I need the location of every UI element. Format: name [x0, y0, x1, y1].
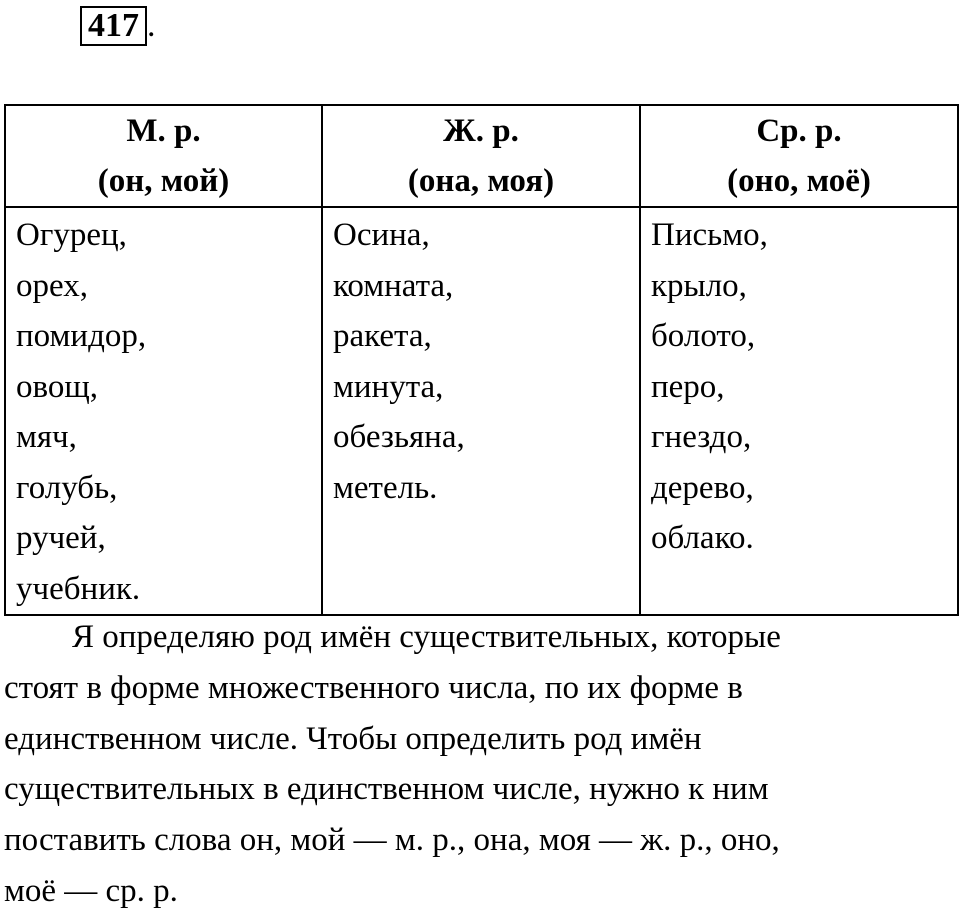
neuter-words-cell [640, 207, 958, 615]
masculine-word: голубь, [16, 469, 118, 506]
explanation-line: стоят в форме множественного числа, по их форме в [4, 669, 743, 706]
explanation-line: моё — ср. р. [4, 872, 178, 909]
header-neuter [640, 105, 958, 207]
explanation-paragraph [4, 612, 956, 917]
feminine-words-cell [322, 207, 640, 615]
header-masculine-pronouns: (он, мой) [97, 163, 230, 199]
feminine-word: комната, [333, 267, 454, 304]
header-neuter-pronouns: (оно, моё) [727, 163, 871, 199]
header-neuter-title: Ср. р. [756, 113, 842, 149]
masculine-words-cell [5, 207, 322, 615]
neuter-word: Письмо, [651, 217, 768, 253]
header-feminine-title: Ж. р. [443, 113, 519, 149]
feminine-word: ракета, [333, 318, 432, 354]
neuter-word: болото, [651, 318, 756, 354]
masculine-word: овощ, [16, 368, 99, 405]
masculine-word: помидор, [16, 318, 147, 354]
feminine-word: метель. [333, 469, 438, 506]
neuter-word: гнездо, [651, 419, 752, 455]
gender-table [4, 104, 959, 616]
masculine-word: учебник. [16, 570, 141, 607]
explanation-line: поставить слова он, мой — м. р., она, моя — ж. р., оно, [4, 822, 780, 859]
exercise-number-dot: . [147, 7, 156, 44]
feminine-word: Осина, [333, 217, 430, 253]
masculine-word: орех, [16, 267, 88, 304]
header-masculine [5, 105, 322, 207]
masculine-word: мяч, [16, 419, 77, 455]
table-body-row [5, 207, 958, 615]
explanation-line: Я определяю род имён существительных, которые [72, 619, 781, 655]
masculine-word: Огурец, [16, 217, 127, 253]
neuter-word: дерево, [651, 469, 754, 506]
header-masculine-title: М. р. [126, 113, 201, 149]
explanation-line: существительных в единственном числе, нужно к ним [4, 771, 769, 808]
masculine-word: ручей, [16, 520, 106, 556]
exercise-number: 417 [80, 6, 147, 46]
table-header-row [5, 105, 958, 207]
neuter-word: крыло, [651, 267, 747, 304]
header-feminine [322, 105, 640, 207]
explanation-line: единственном числе. Чтобы определить род имён [4, 720, 702, 757]
feminine-word: минута, [333, 368, 444, 405]
neuter-word: перо, [651, 368, 725, 405]
header-feminine-pronouns: (она, моя) [407, 163, 555, 199]
exercise-header [80, 6, 156, 46]
feminine-word: обезьяна, [333, 419, 465, 455]
neuter-word: облако. [651, 520, 754, 556]
